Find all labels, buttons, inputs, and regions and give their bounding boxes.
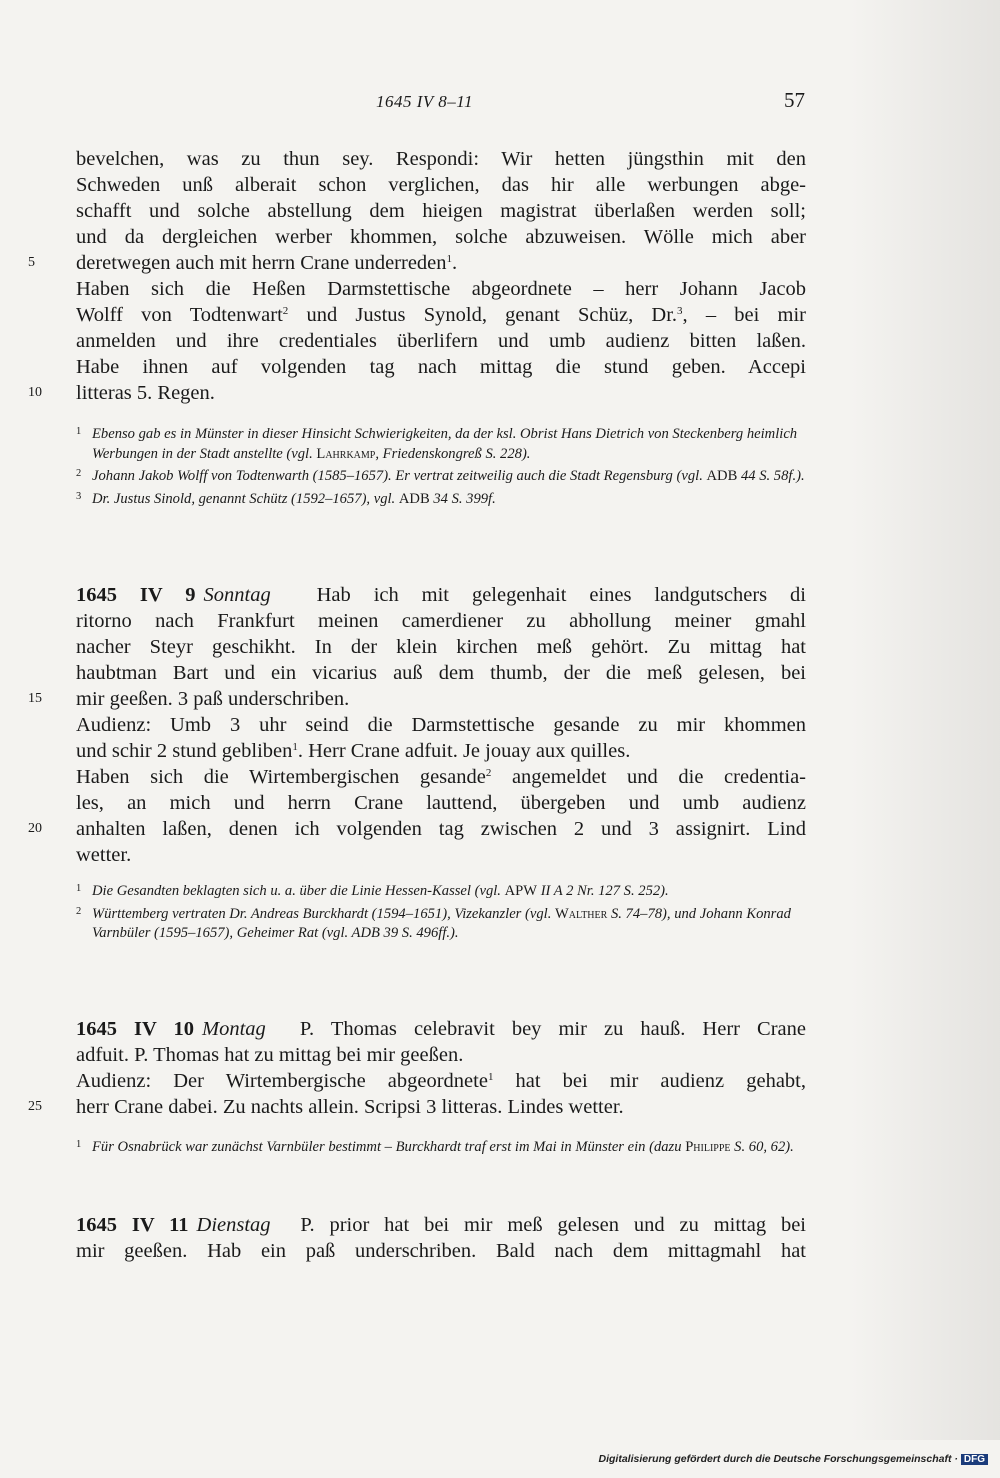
diary-entry-9	[76, 582, 806, 868]
line-number: 20	[28, 821, 42, 836]
text-line: Habe ihnen auf volgenden tag nach mittag die stund geben. Accepi	[76, 356, 806, 378]
entry-date: 1645 IV 9	[76, 584, 196, 606]
text-line: haubtman Bart und ein vicarius auß dem thumb, der die meß gelesen, bei	[76, 662, 806, 684]
text-line: 1645 IV 11 Dienstag P. prior hat bei mir meß gelesen und zu mittag bei	[76, 1214, 806, 1236]
footnote: 1 Die Gesandten beklagten sich u. a. über die Linie Hessen-Kassel (vgl. APW II A 2 Nr. 127 S. 252).	[76, 883, 669, 899]
dfg-logo[interactable]: DFG	[961, 1454, 988, 1465]
text-line: adfuit. P. Thomas hat zu mittag bei mir geeßen.	[76, 1044, 464, 1066]
text-line: und da dergleichen werber khommen, solche abzuweisen. Wölle mich aber	[76, 226, 806, 248]
text-line: bevelchen, was zu thun sey. Respondi: Wir hetten jüngsthin mit den	[76, 148, 806, 170]
footnote: 1 Für Osnabrück war zunächst Varnbüler bestimmt – Burckhardt traf erst im Mai in Münster ein (dazu Philippe S. 60, 62).	[76, 1139, 794, 1155]
footnotes-block	[76, 425, 806, 509]
line-number: 15	[28, 691, 42, 706]
text-line: Haben sich die Heßen Darmstettische abgeordnete – herr Johann Jacob	[76, 278, 806, 300]
text-line: herr Crane dabei. Zu nachts allein. Scripsi 3 litteras. Lindes wetter.	[76, 1096, 624, 1118]
text-line: mir geeßen. 3 paß underschriben.	[76, 688, 350, 710]
line-number: 5	[28, 255, 35, 270]
footnote-ref[interactable]: 2	[485, 767, 492, 779]
footnote-ref[interactable]: 1	[292, 741, 298, 753]
text-line: deretwegen auch mit herrn Crane underreden$^1$.	[76, 252, 458, 274]
footnote-ref[interactable]: 3	[677, 305, 683, 317]
text-line: Haben sich die Wirtembergischen gesande$^2$ angemeldet und die credentia-	[76, 766, 806, 788]
footnote-ref[interactable]: 2	[282, 305, 289, 317]
text-line: Wolff von Todtenwart$^2$ und Justus Synold, genant Schüz, Dr.$^3$, – bei mir	[76, 304, 806, 326]
text-line: 1645 IV 10 Montag P. Thomas celebravit bey mir zu hauß. Herr Crane	[76, 1018, 806, 1040]
text-line: les, an mich und herrn Crane lauttend, übergeben und umb audienz	[76, 792, 806, 814]
entry-weekday: Montag	[202, 1018, 266, 1040]
footnote-ref[interactable]: 1	[487, 1071, 494, 1083]
text-line: Audienz: Der Wirtembergische abgeordnete$^1$ hat bei mir audienz gehabt,	[76, 1070, 806, 1092]
text-line: Audienz: Umb 3 uhr seind die Darmstettische gesande zu mir khommen	[76, 714, 806, 736]
footnote: 2 Johann Jakob Wolff von Todtenwarth (1585–1657). Er vertrat zeitweilig auch die Stadt Regensburg (vgl. ADB 44 S. 58f.).	[76, 468, 805, 484]
line-number: 10	[28, 385, 42, 400]
text-line: mir geeßen. Hab ein paß underschriben. Bald nach dem mittagmahl hat	[76, 1240, 806, 1262]
text-line: anhalten laßen, denen ich volgenden tag zwischen 2 und 3 assignirt. Lind	[76, 818, 806, 840]
diary-entry-11	[76, 1212, 806, 1264]
text-line: und schir 2 stund gebliben$^1$. Herr Crane adfuit. Je jouay aux quilles.	[76, 740, 631, 762]
entry-date: 1645 IV 11	[76, 1214, 189, 1236]
text-line: Schweden unß alberait schon verglichen, das hir alle werbungen abge-	[76, 174, 806, 196]
page-number: 57	[784, 88, 805, 112]
entry-date: 1645 IV 10	[76, 1018, 195, 1040]
text-line: anmelden und ihre credentiales überlifern und umb audienz bitten laßen.	[76, 330, 806, 352]
page-edge-shadow	[850, 0, 1000, 1440]
entry-weekday: Sonntag	[203, 584, 271, 606]
footnotes-block	[76, 1138, 806, 1158]
text-block-continuation	[76, 146, 806, 406]
text-line: wetter.	[76, 844, 132, 866]
footnote-ref[interactable]: 1	[446, 253, 453, 265]
entry-weekday: Dienstag	[196, 1214, 271, 1236]
text-line: ritorno nach Frankfurt meinen camerdiener zu abhollung meiner gmahl	[76, 610, 806, 632]
text-line: 1645 IV 9 Sonntag Hab ich mit gelegenhait eines landgutschers di	[76, 584, 807, 606]
footnotes-block	[76, 882, 806, 944]
text-line: schafft und solche abstellung dem hieigen magistrat überlaßen werden soll;	[76, 200, 806, 222]
footnote: 2 Württemberg vertraten Dr. Andreas Burckhardt (1594–1651), Vizekanzler (vgl. Walther S. 74–78), und Johann Konrad Varnbüler (1595–1657), Geheimer Rat (vgl. ADB 39 S. 496ff.).	[76, 905, 791, 941]
running-head: 1645 IV 8–11	[376, 92, 473, 111]
text-line: nacher Steyr geschikht. In der klein kirchen meß gehört. Zu mittag hat	[76, 636, 806, 658]
footnote: 1 Ebenso gab es in Münster in dieser Hinsicht Schwierigkeiten, da der ksl. Obrist Hans Dietrich von Steckenberg heimlich Werbungen in der Stadt anstellte (vgl. Lahrkamp, Friedenskongreß S. 228).	[76, 426, 798, 462]
funding-footer	[599, 1453, 989, 1465]
funding-text: Digitalisierung gefördert durch die Deutsche Forschungsgemeinschaft ·	[598, 1453, 958, 1465]
line-number: 25	[28, 1099, 42, 1114]
diary-entry-10	[76, 1016, 806, 1120]
text-line: litteras 5. Regen.	[76, 382, 215, 404]
footnote: 3 Dr. Justus Sinold, genannt Schütz (1592–1657), vgl. ADB 34 S. 399f.	[76, 490, 496, 507]
